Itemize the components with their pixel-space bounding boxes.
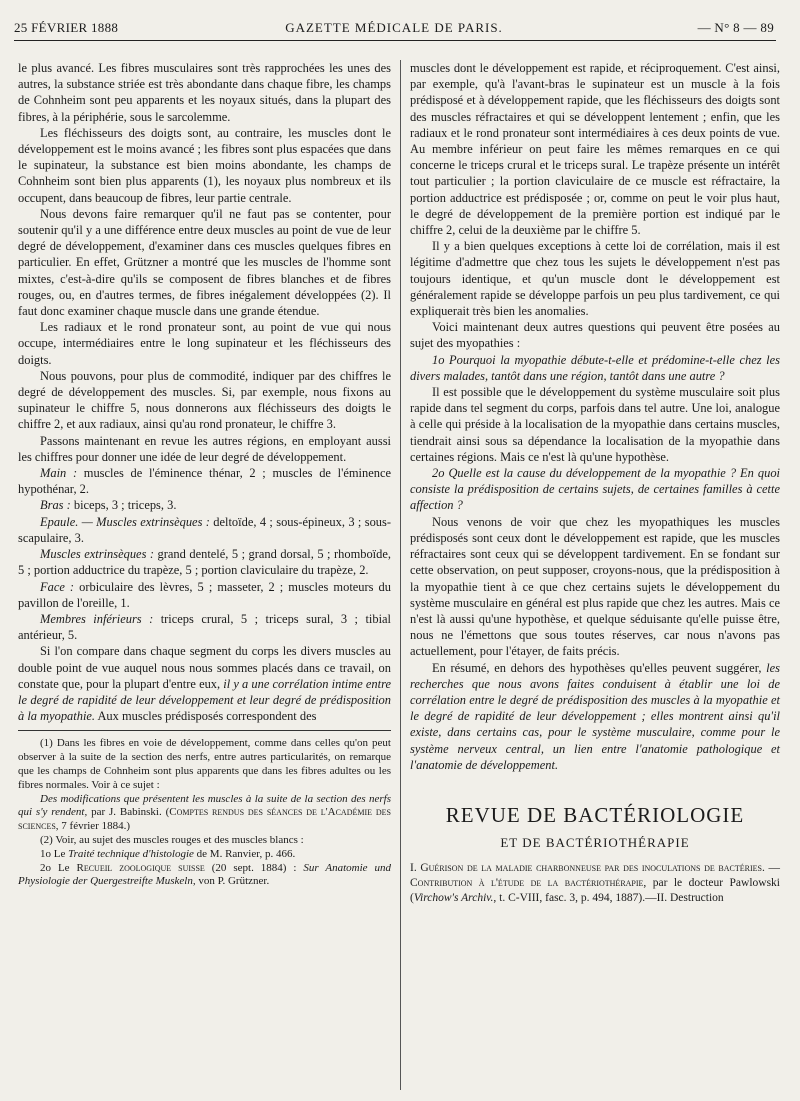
- footnote-2-ref: 2o Le Recueil zoologique suisse (20 sept. 1884) : Sur Anatomie und Physiologie der Quergestreifte Muskeln, von P. Grützner.: [18, 861, 391, 888]
- paragraph: Il est possible que le développement du système musculaire soit plus rapide dans tel segment du corps, parfois dans tel autre. Une loi, analogue à celle qui préside à la localisation de la myopathie dans certains muscles, tiendrait ainsi sous sa dépendance la localisation de la myopathie dans certaines régions. Mais ce n'est là qu'une hypothèse.: [410, 385, 780, 464]
- list-item: Membres inférieurs : triceps crural, 5 ; triceps sural, 3 ; tibial antérieur, 5.: [18, 611, 392, 643]
- section-title: REVUE DE BACTÉRIOLOGIE: [445, 802, 745, 827]
- header-page-number: 89: [760, 20, 774, 35]
- paragraph: Si l'on compare dans chaque segment du corps les divers muscles au double point de vue auquel nous nous sommes placés dans ce travail, on constate que, pour la plupart d'entre eux, il y a une corrélation intime entre le degré de rapidité de leur développement et leur degré de prédisposition à la myopathie. Aux muscles prédisposés correspondent des: [18, 644, 391, 724]
- paragraph: En résumé, en dehors des hypothèses qu'elles peuvent suggérer, les recherches que nous avons faites conduisent à établir une loi de corrélation entre le degré de prédisposition des muscles à la myopathie et le degré de rapidité de leur développement ; elles montrent ainsi qu'il existe, dans certains cas, pour le système musculaire, comme pour le système nerveux central, un lien entre l'anatomie pathologique et l'anatomie de développement.: [410, 660, 780, 772]
- header-journal: GAZETTE MÉDICALE DE PARIS.: [285, 20, 503, 35]
- list-item: Bras : biceps, 3 ; triceps, 3.: [40, 498, 177, 513]
- paragraph: Nous devons faire remarquer qu'il ne faut pas se contenter, pour soutenir qu'il y a une différence entre deux muscles au point de vue de leur degré de développement, d'examiner dans ces muscles quelques fibres en particulier. En effet, Grützner a montré que les muscles de l'homme sont mixtes, c'est-à-dire qu'ils se composent de fibres blanches et de fibres rouges, ou, en d'autres termes, de fibres inégalement développées (2). Il faut donc examiner chaque muscle dans une grande étendue.: [18, 206, 391, 319]
- footnote-1: (1) Dans les fibres en voie de développement, comme dans celles qu'on peut observer à la suite de la section des nerfs, entre autres particularités, on remarque que les champs de Cohnheim sont plus apparents que dans les fibres adultes ou les fibres normales. Voir à ce sujet :: [18, 737, 391, 791]
- list-item: Main : muscles de l'éminence thénar, 2 ; muscles de l'éminence hypothénar, 2.: [18, 466, 391, 497]
- header-date: 25 FÉVRIER 1888: [14, 20, 119, 35]
- paragraph: Il y a bien quelques exceptions à cette loi de corrélation, mais il est légitime d'admettre que chez tous les sujets le développement n'est pas toujours identique, et qu'un muscle dont le développement est généralement rapide se développe parfois un peu plus tardivement, ce qui expliquerait très bien les anomalies.: [410, 239, 780, 319]
- review-entry: I. Guérison de la maladie charbonneuse par des inoculations de bactéries. — Contribution à l'étude de la bactériothérapie, par le docteur Pawlowski (Virchow's Archiv., t. C-VIII, fasc. 3, p. 494, 1887).—II. Destruction: [410, 862, 780, 905]
- header-issue: — N° 8 —: [697, 20, 757, 35]
- paragraph: Nous venons de voir que chez les myopathiques les muscles prédisposés sont ceux dont le développement est rapide, que les muscles réfractaires sont ceux qui se développent tardivement. En se fondant sur cette observation, on peut supposer, croyons-nous, que la prédisposition à la myopathie tient à ce que chez certains sujets le développement du système musculaire en général est plus rapide que chez les autres. Mais ce n'est là aussi qu'une hypothèse, et quelque séduisante qu'elle puisse être, nous ne l'émettons que sous toutes réserves, car nous n'avons pas actuellement, pour l'étayer, de faits précis.: [410, 514, 780, 659]
- list-item: Epaule. — Muscles extrinsèques : deltoïde, 4 ; sous-épineux, 3 ; sous-scapulaire, 3.: [18, 514, 391, 545]
- paragraph: Les radiaux et le rond pronateur sont, au point de vue qui nous occupe, intermédiaires entre le long supinateur et les fléchisseurs des doigts.: [18, 320, 391, 367]
- list-item: Muscles extrinsèques : grand dentelé, 5 ; grand dorsal, 5 ; rhomboïde, 5 ; portion adductrice du trapèze, 5 ; portion claviculaire du trapèze, 2.: [18, 547, 391, 578]
- left-column: [18, 60, 391, 1090]
- footnote-2: (2) Voir, au sujet des muscles rouges et des muscles blancs :: [40, 833, 304, 846]
- paragraph: Passons maintenant en revue les autres régions, en employant aussi les chiffres pour donner une idée de leur degré de développement.: [18, 433, 391, 464]
- question-1: 1o Pourquoi la myopathie débute-t-elle et prédomine-t-elle chez les divers malades, tantôt dans une région, tantôt dans une autre ?: [410, 352, 780, 383]
- column-divider: [400, 60, 401, 1090]
- running-header: [14, 20, 774, 42]
- paragraph: muscles dont le développement est rapide, et réciproquement. C'est ainsi, par exemple, qu'à l'avant-bras le supinateur est un muscle à la fois prédisposé et à développement rapide, que les fléchisseurs des doigts sont des muscles réfractaires et qui se développent lentement ; enfin, que les radiaux et le rond pronateur sont intermédiaires à ces deux points de vue. Au membre inférieur on peut faire les mêmes remarques en ce qui concerne le triceps crural et le triceps sural. Le trapèze présente un intérêt tout particulier ; la portion claviculaire de ce muscle est réfractaire, la portion adductrice est prédisposée ; or, comme on peut le voir plus haut, le degré de développement de la première portion est indiqué par le chiffre 2, celui de la deuxième par le chiffre 5.: [410, 61, 780, 238]
- footnote-1-ref: Des modifications que présentent les muscles à la suite de la section des nerfs qui s'y rendent, par J. Babinski. (Comptes rendus des séances de l'Académie des sciences, 7 février 1884.): [18, 792, 392, 833]
- header-rule: [14, 40, 776, 41]
- paragraph: Les fléchisseurs des doigts sont, au contraire, les muscles dont le développement est le moins avancé ; les fibres sont plus espacées que dans le supinateur, la substance est bien moins abondante, les champs de Cohnheim sont bien plus apparents (1), les noyaux plus nombreux et ils occupent, dans beaucoup de fibres, leur partie centrale.: [18, 125, 391, 205]
- paragraph: Nous pouvons, pour plus de commodité, indiquer par des chiffres le degré de développement des muscles. Si, par exemple, nous fixons au supinateur le chiffre 5, nous donnerons aux fléchisseurs des doigts le chiffre 2, et aux radiaux, ainsi qu'au rond pronateur, le chiffre 3.: [18, 368, 391, 432]
- paragraph: Voici maintenant deux autres questions qui peuvent être posées au sujet des myopathies :: [410, 320, 780, 351]
- header-page: [698, 20, 774, 36]
- question-2: 2o Quelle est la cause du développement de la myopathie ? En quoi consiste la prédisposition de certains sujets, de certaines familles à cette affection ?: [410, 466, 780, 513]
- footnote-rule: [18, 730, 391, 731]
- footnotes: [18, 737, 391, 889]
- section-subtitle: ET DE BACTÉRIOTHÉRAPIE: [500, 834, 690, 850]
- list-item: Face : orbiculaire des lèvres, 5 ; masseter, 2 ; muscles moteurs du pavillon de l'oreille, 1.: [18, 579, 391, 610]
- right-column: [410, 60, 780, 1090]
- footnote-2-ref: 1o Le Traité technique d'histologie de M. Ranvier, p. 466.: [40, 847, 296, 860]
- paragraph: le plus avancé. Les fibres musculaires sont très rapprochées les unes des autres, la substance striée est très abondante dans chaque fibre, les champs de Cohnheim sont peu apparents et les noyaux situés, dans la plupart des fibres, à la périphérie, sous le sarcolemme.: [18, 61, 391, 124]
